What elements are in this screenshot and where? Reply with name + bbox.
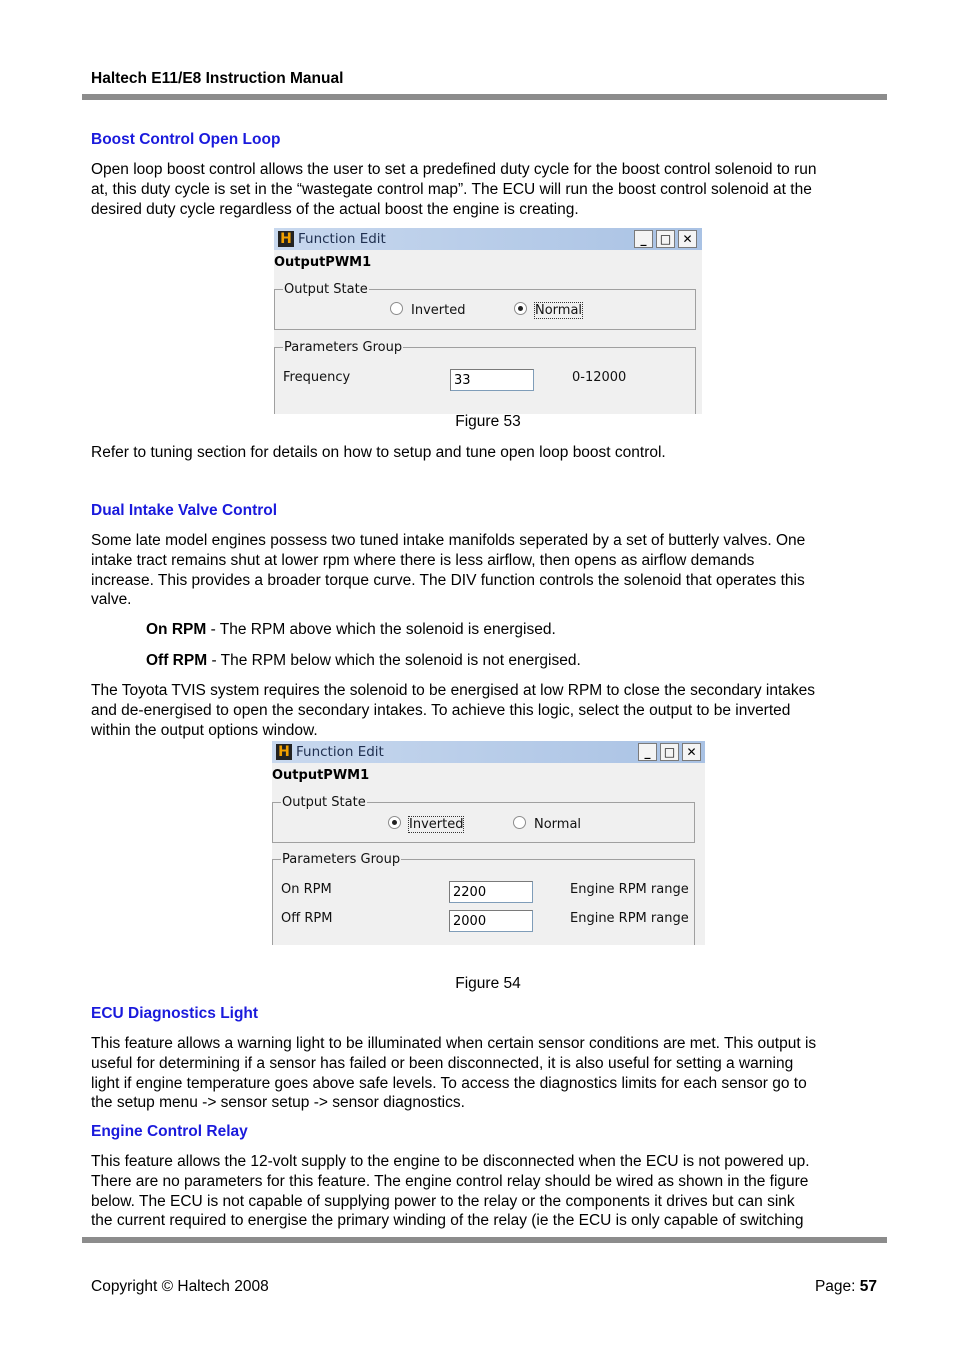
diag-line-3: light if engine temperature goes above safe levels. To access the diagnostics limits for each sensor go to (91, 1074, 807, 1092)
frequency-input[interactable]: 33 (450, 369, 534, 391)
output-state-legend: Output State (282, 795, 366, 810)
maximize-icon[interactable]: □ (660, 743, 679, 761)
parameters-legend: Parameters Group (284, 340, 403, 355)
header-rule (82, 94, 887, 100)
div-paragraph (91, 531, 891, 610)
off-rpm-range: Engine RPM range (570, 911, 689, 926)
radio-inverted-label[interactable]: Inverted (411, 303, 466, 318)
output-name: OutputPWM1 (272, 768, 370, 783)
output-state-group (274, 282, 696, 330)
on-rpm-input[interactable]: 2200 (449, 881, 533, 903)
footer-copyright: Copyright © Haltech 2008 (91, 1278, 269, 1295)
radio-normal[interactable] (514, 302, 582, 318)
close-icon[interactable]: ✕ (682, 743, 701, 761)
dialog-title-bar (274, 228, 702, 250)
boost-tuning-note: Refer to tuning section for details on how to setup and tune open loop boost control. (91, 444, 666, 461)
heading-boost-control: Boost Control Open Loop (91, 131, 281, 148)
relay-line-1: This feature allows the 12-volt supply to the engine to be disconnected when the ECU is not powered up. (91, 1153, 810, 1170)
off-rpm-definition (146, 652, 581, 670)
dialog-title: Function Edit (296, 744, 384, 760)
off-rpm-label: Off RPM (281, 911, 333, 926)
boost-paragraph (91, 160, 891, 219)
off-rpm-term: Off RPM (146, 652, 208, 669)
figure-54-caption: Figure 54 (455, 975, 521, 992)
boost-line-1: Open loop boost control allows the user to set a predefined duty cycle for the boost control solenoid to run (91, 161, 817, 178)
output-state-group (272, 795, 695, 843)
diag-line-2: useful for determining if a sensor has failed or been disconnected, it is also useful for setting a warning (91, 1054, 794, 1072)
heading-ecu-diagnostics: ECU Diagnostics Light (91, 1005, 259, 1022)
radio-inverted-label[interactable]: Inverted (409, 817, 464, 832)
off-rpm-desc: - The RPM below which the solenoid is not energised. (207, 652, 581, 669)
dialog-title: Function Edit (298, 231, 386, 247)
diagnostics-paragraph (91, 1034, 891, 1113)
on-rpm-term: On RPM (146, 621, 207, 638)
minimize-icon[interactable]: _ (634, 230, 653, 248)
minimize-icon[interactable]: _ (638, 743, 657, 761)
output-name: OutputPWM1 (274, 255, 372, 270)
document-header: Haltech E11/E8 Instruction Manual (91, 70, 344, 87)
page-number: 57 (859, 1278, 877, 1295)
function-edit-dialog-1 (274, 228, 702, 414)
function-edit-dialog-2 (272, 741, 705, 945)
maximize-icon[interactable]: □ (656, 230, 675, 248)
radio-inverted-circle[interactable] (388, 816, 401, 829)
footer-rule (82, 1237, 887, 1243)
haltech-logo-icon: H (276, 744, 292, 760)
radio-inverted-circle[interactable] (390, 302, 403, 315)
div-line-3: increase. This provides a broader torque curve. The DIV function controls the solenoid that operates this (91, 571, 805, 589)
div-line-4: valve. (91, 591, 132, 609)
tvis-line-2: and de-energised to open the secondary intakes. To achieve this logic, select the output to be inverted (91, 701, 791, 719)
relay-line-2: There are no parameters for this feature. The engine control relay should be wired as shown in the figure (91, 1172, 809, 1190)
close-icon[interactable]: ✕ (678, 230, 697, 248)
on-rpm-definition (146, 621, 556, 639)
haltech-logo-icon: H (278, 231, 294, 247)
tvis-paragraph (91, 681, 891, 740)
relay-line-4: the current required to energise the primary winding of the relay (ie the ECU is only capable of switching (91, 1212, 804, 1230)
radio-inverted[interactable] (390, 302, 465, 318)
frequency-range: 0-12000 (572, 370, 627, 385)
radio-normal-label[interactable]: Normal (535, 303, 583, 318)
tvis-line-3: within the output options window. (91, 721, 318, 739)
relay-paragraph (91, 1152, 891, 1231)
diag-line-1: This feature allows a warning light to be illuminated when certain sensor conditions are met. This output is (91, 1035, 817, 1052)
footer-page (780, 1278, 877, 1296)
div-line-1: Some late model engines possess two tuned intake manifolds seperated by a set of butterly valves. One (91, 532, 806, 549)
parameters-legend: Parameters Group (282, 852, 401, 867)
on-rpm-desc: - The RPM above which the solenoid is energised. (206, 621, 556, 638)
div-line-2: intake tract remains shut at lower rpm where there is less airflow, then opens as airflow demands (91, 551, 755, 569)
radio-normal-label[interactable]: Normal (534, 817, 582, 832)
output-state-legend: Output State (284, 282, 368, 297)
page-label: Page: (814, 1278, 860, 1295)
on-rpm-range: Engine RPM range (570, 882, 689, 897)
on-rpm-label: On RPM (281, 882, 332, 897)
diag-line-4: the setup menu -> sensor setup -> sensor diagnostics. (91, 1094, 465, 1112)
relay-line-3: below. The ECU is not capable of supplying power to the relay or the components it drives but can sink (91, 1192, 795, 1210)
off-rpm-input[interactable]: 2000 (449, 910, 533, 932)
radio-normal[interactable] (513, 816, 581, 832)
radio-inverted[interactable] (388, 816, 463, 832)
frequency-label: Frequency (283, 370, 351, 385)
heading-dual-intake: Dual Intake Valve Control (91, 502, 278, 519)
radio-normal-circle[interactable] (514, 302, 527, 315)
heading-engine-relay: Engine Control Relay (91, 1123, 248, 1140)
tvis-line-1: The Toyota TVIS system requires the solenoid to be energised at low RPM to close the secondary intakes (91, 682, 816, 699)
radio-normal-circle[interactable] (513, 816, 526, 829)
figure-53-caption: Figure 53 (455, 413, 521, 430)
boost-line-3: desired duty cycle regardless of the actual boost the engine is creating. (91, 200, 579, 218)
boost-line-2: at, this duty cycle is set in the “wastegate control map”. The ECU will run the boost control solenoid at the (91, 180, 812, 198)
dialog-title-bar (272, 741, 705, 763)
